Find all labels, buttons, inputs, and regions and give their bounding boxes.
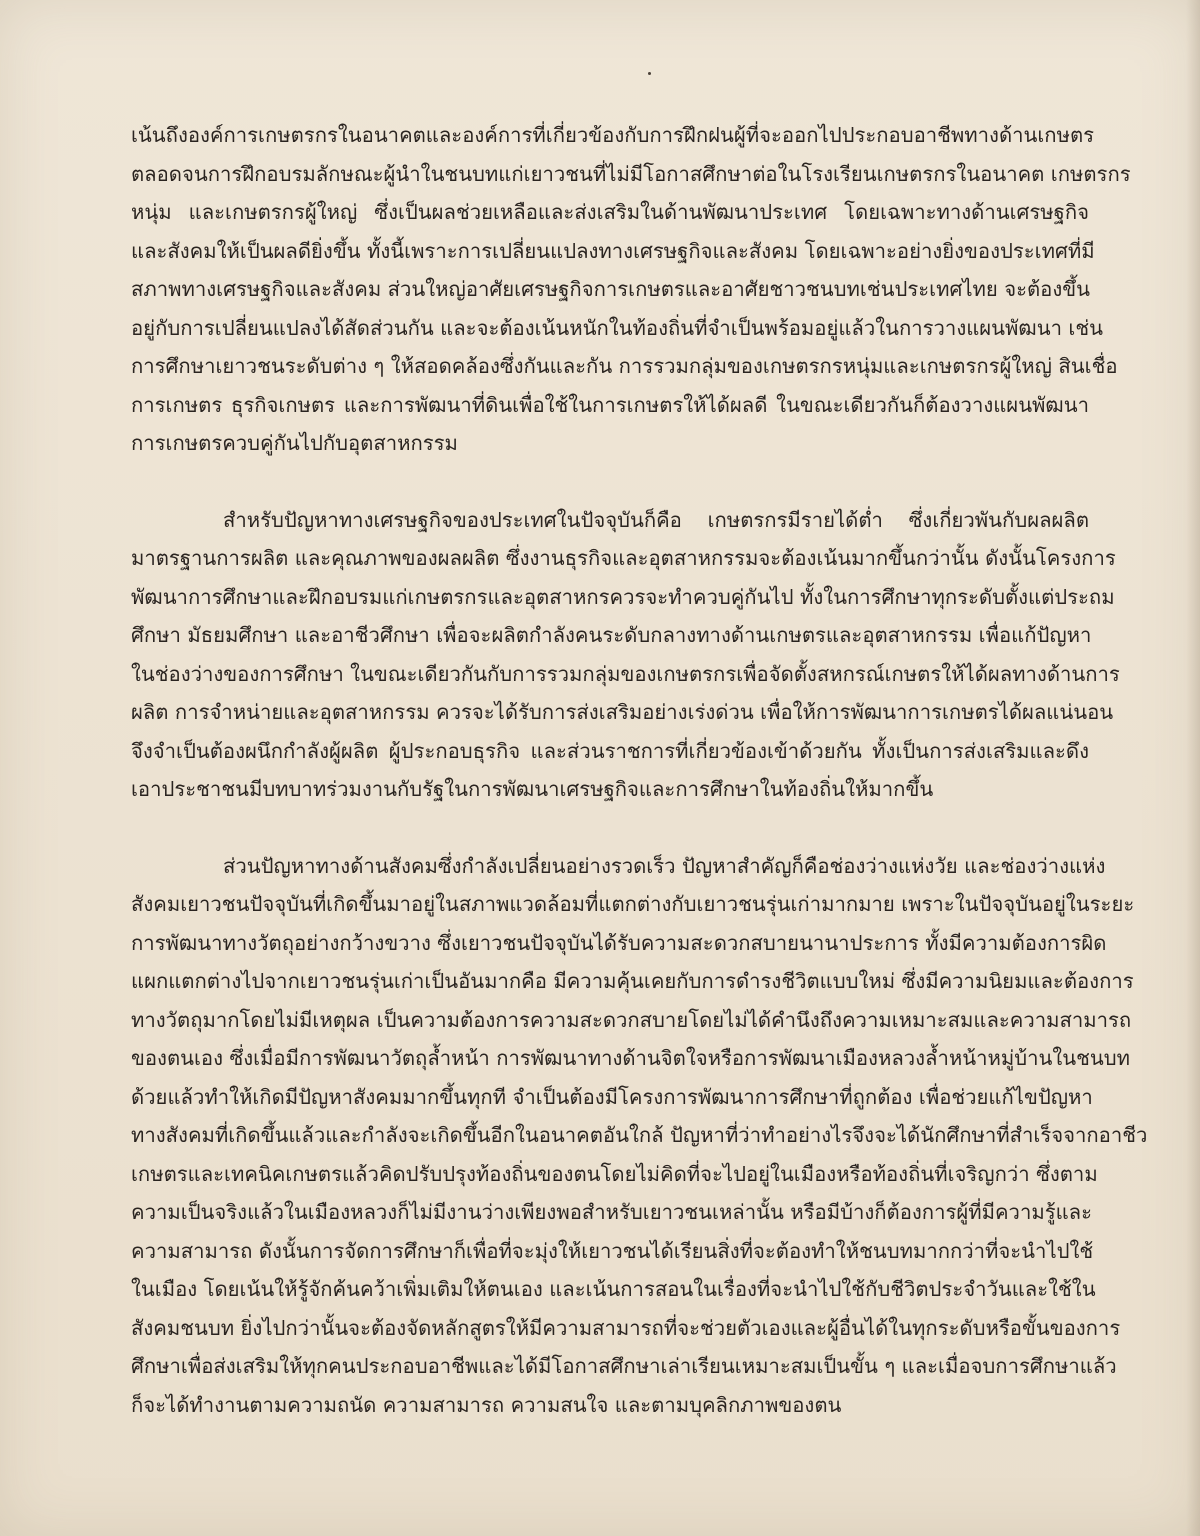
paragraph-2 [131,501,1120,809]
text-line: พัฒนาการศึกษาและฝึกอบรมแก่เกษตรกรและอุตสาหกรควรจะทำควบคู่กันไป ทั้งในการศึกษาทุกระดับตั้งแต่ประถม [131,584,1115,609]
text-line: และสังคมให้เป็นผลดียิ่งขึ้น ทั้งนี้เพราะการเปลี่ยนแปลงทางเศรษฐกิจและสังคม โดยเฉพาะอย่างยิ่งของประเทศที่มี [131,238,1095,263]
text-line: หนุ่ม และเกษตรกรผู้ใหญ่ ซึ่งเป็นผลช่วยเหลือและส่งเสริมในด้านพัฒนาประเทศ โดยเฉพาะทางด้านเศรษฐกิจ [131,200,1089,224]
text-line: การพัฒนาทางวัตถุอย่างกว้างขวาง ซึ่งเยาวชนปัจจุบันได้รับความสะดวกสบายนานาประการ ทั้งมีความต้องการผิด [131,930,1107,955]
text-line: สภาพทางเศรษฐกิจและสังคม ส่วนใหญ่อาศัยเศรษฐกิจการเกษตรและอาศัยชาวชนบทเช่นประเทศไทย จะต้องขึ้น [131,277,1090,301]
text-line: สังคมชนบท ยิ่งไปกว่านั้นจะต้องจัดหลักสูตรให้มีความสามารถที่จะช่วยตัวเองและผู้อื่นได้ในทุกระดับหรือขั้นของการ [131,1315,1121,1340]
text-line: ผลิต การจำหน่ายและอุตสาหกรรม ควรจะได้รับการส่งเสริมอย่างเร่งด่วน เพื่อให้การพัฒนาการเกษตรได้ผลแน่นอน [131,700,1114,724]
text-line: อยู่กับการเปลี่ยนแปลงได้สัดส่วนกัน และจะต้องเน้นหนักในท้องถิ่นที่จำเป็นพร้อมอยู่แล้วในการวางแผนพัฒนา เช่น [131,315,1103,340]
paragraph-3 [131,847,1148,1425]
text-line: ความสามารถ ดังนั้นการจัดการศึกษาก็เพื่อที่จะมุ่งให้เยาวชนได้เรียนสิ่งที่จะต้องทำให้ชนบทมากกว่าที่จะนำไปใช้ [131,1238,1094,1263]
text-line: การเกษตร ธุรกิจเกษตร และการพัฒนาที่ดินเพื่อใช้ในการเกษตรให้ได้ผลดี ในขณะเดียวกันก็ต้องวางแผนพัฒนา [131,392,1089,417]
text-line: การศึกษาเยาวชนระดับต่าง ๆ ให้สอดคล้องซึ่งกันและกัน การรวมกลุ่มของเกษตรกรหนุ่มและเกษตรกรผู้ใหญ่ สินเชื่อ [131,354,1118,378]
text-line: จึงจำเป็นต้องผนึกกำลังผู้ผลิต ผู้ประกอบธุรกิจ และส่วนราชการที่เกี่ยวข้องเข้าด้วยกัน ทั้งเป็นการส่งเสริมและดึง [131,738,1089,763]
text-line: สังคมเยาวชนปัจจุบันที่เกิดขึ้นมาอยู่ในสภาพแวดล้อมที่แตกต่างกับเยาวชนรุ่นเก่ามากมาย เพราะในปัจจุบันอยู่ในระยะ [131,892,1135,916]
text-line: ตลอดจนการฝึกอบรมลักษณะผู้นำในชนบทแก่เยาวชนที่ไม่มีโอกาสศึกษาต่อในโรงเรียนเกษตรกรในอนาคต เกษตรกร [131,161,1131,186]
paragraph-1 [131,116,1131,463]
page-edge-shadow [1186,0,1200,1536]
text-line: เกษตรและเทคนิคเกษตรแล้วคิดปรับปรุงท้องถิ่นของตนโดยไม่คิดที่จะไปอยู่ในเมืองหรือท้องถิ่นที่เจริญกว่า ซึ่งตาม [131,1161,1098,1186]
text-line: ส่วนปัญหาทางด้านสังคมซึ่งกำลังเปลี่ยนอย่างรวดเร็ว ปัญหาสำคัญก็คือช่องว่างแห่งวัย และช่องว่างแห่ง [223,853,1106,878]
text-line: ทางวัตถุมากโดยไม่มีเหตุผล เป็นความต้องการความสะดวกสบายโดยไม่ได้คำนึงถึงความเหมาะสมและความสามารถ [131,1007,1132,1032]
text-line: ศึกษา มัธยมศึกษา และอาชีวศึกษา เพื่อจะผลิตกำลังคนระดับกลางทางด้านเกษตรและอุตสาหกรรม เพื่อแก้ปัญหา [131,623,1092,647]
text-line: ในเมือง โดยเน้นให้รู้จักค้นคว้าเพิ่มเติมให้ตนเอง และเน้นการสอนในเรื่องที่จะนำไปใช้กับชีวิตประจำวันและใช้ใน [131,1277,1096,1301]
text-line: เอาประชาชนมีบทบาทร่วมงานกับรัฐในการพัฒนาเศรษฐกิจและการศึกษาในท้องถิ่นให้มากขึ้น [131,777,934,801]
text-line: สำหรับปัญหาทางเศรษฐกิจของประเทศในปัจจุบันก็คือ เกษตรกรมีรายได้ต่ำ ซึ่งเกี่ยวพันกับผลผลิต [223,507,1089,532]
paragraph-gap [131,809,1089,847]
text-line: ศึกษาเพื่อส่งเสริมให้ทุกคนประกอบอาชีพและได้มีโอกาสศึกษาเล่าเรียนเหมาะสมเป็นขั้น ๆ และเมื่อจบการศึกษาแล้ว [131,1354,1117,1378]
text-line: ด้วยแล้วทำให้เกิดมีปัญหาสังคมมากขึ้นทุกที จำเป็นต้องมีโครงการพัฒนาการศึกษาที่ถูกต้อง เพื่อช่วยแก้ไขปัญหา [131,1084,1093,1109]
text-line: มาตรฐานการผลิต และคุณภาพของผลผลิต ซึ่งงานธุรกิจและอุตสาหกรรมจะต้องเน้นมากขึ้นกว่านั้น ดังนั้นโครงการ [131,546,1116,570]
text-line: เน้นถึงองค์การเกษตรกรในอนาคตและองค์การที่เกี่ยวข้องกับการฝึกฝนผู้ที่จะออกไปประกอบอาชีพทางด้านเกษตร [131,123,1095,147]
text-line: แผกแตกต่างไปจากเยาวชนรุ่นเก่าเป็นอันมากคือ มีความคุ้นเคยกับการดำรงชีวิตแบบใหม่ ซึ่งมีความนิยมและต้องการ [131,969,1134,993]
text-line: ทางสังคมที่เกิดขึ้นแล้วและกำลังจะเกิดขึ้นอีกในอนาคตอันใกล้ ปัญหาที่ว่าทำอย่างไรจึงจะได้นักศึกษาที่สำเร็จจากอาชีว [131,1123,1148,1147]
text-line: ของตนเอง ซึ่งเมื่อมีการพัฒนาวัตถุล้ำหน้า การพัฒนาทางด้านจิตใจหรือการพัฒนาเมืองหลวงล้ำหน้าหมู่บ้านในชนบท [131,1046,1130,1070]
text-line: การเกษตรควบคู่กันไปกับอุตสาหกรรม [131,431,458,455]
paragraph-gap [131,463,1089,501]
document-body [131,116,1148,1424]
text-line: ในช่องว่างของการศึกษา ในขณะเดียวกันกับการรวมกลุ่มของเกษตรกรเพื่อจัดตั้งสหกรณ์เกษตรให้ได้ผลทางด้านการ [131,661,1120,686]
page-dot-mark [648,72,651,75]
text-line: ความเป็นจริงแล้วในเมืองหลวงก็ไม่มีงานว่างเพียงพอสำหรับเยาวชนเหล่านั้น หรือมีบ้างก็ต้องการผู้ที่มีความรู้และ [131,1200,1092,1224]
text-line: ก็จะได้ทำงานตามความถนัด ความสามารถ ความสนใจ และตามบุคลิกภาพของตน [131,1392,842,1417]
